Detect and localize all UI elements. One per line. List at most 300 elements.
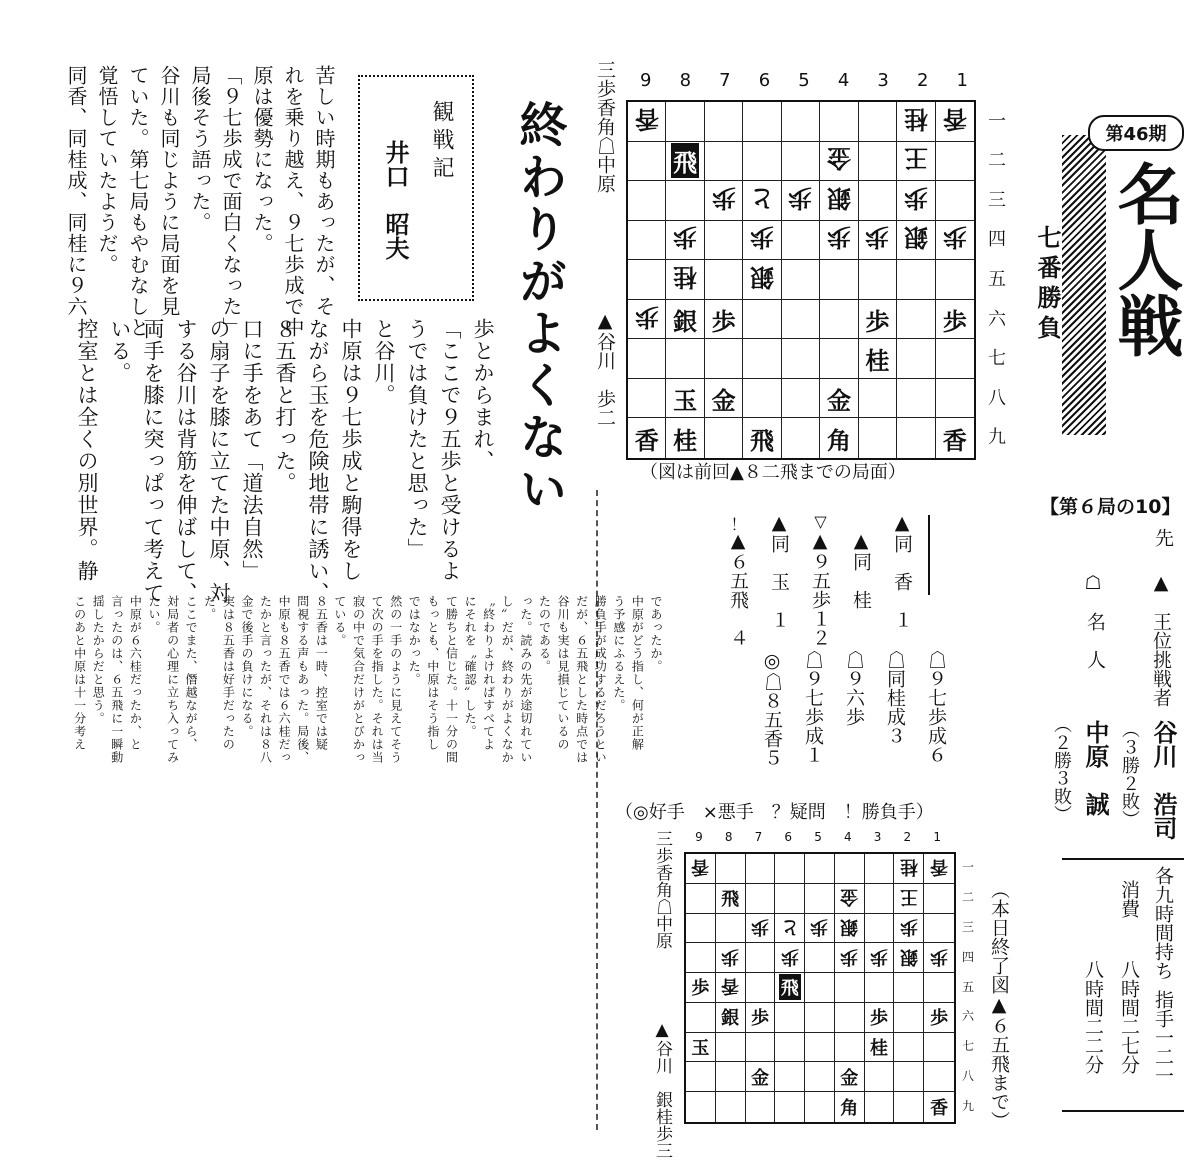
board-square — [859, 418, 897, 458]
move-list-gote — [730, 650, 950, 780]
sente-piece: 金 — [826, 386, 851, 415]
challenger-record: （３勝２敗） — [1119, 720, 1140, 828]
board-square — [775, 973, 805, 1003]
text-line: 〝終わりよければすべてよ — [481, 595, 496, 751]
gote-piece: 香 — [691, 856, 710, 878]
board-square — [705, 181, 743, 221]
rank-number: 七 — [988, 348, 1006, 370]
sente-piece: 桂 — [865, 347, 890, 376]
gote-piece: 歩 — [750, 223, 775, 252]
move-entry: ▲同 桂 — [850, 530, 872, 609]
board-square — [865, 1092, 895, 1122]
text-line: れを乗り越え、９七歩成で中 — [281, 65, 305, 338]
headline: 終わりがよくない — [511, 100, 567, 516]
gote-piece: 銀 — [840, 915, 859, 937]
move-list-rule — [928, 515, 930, 595]
text-line: 「ここで９五歩と受けるよ — [438, 318, 462, 582]
gote-piece: 金 — [840, 886, 859, 908]
legend: （◎好手 ×悪手 ？疑問 ！勝負手） — [615, 802, 934, 823]
file-number: 4 — [843, 830, 852, 844]
board-square — [775, 854, 805, 884]
file-number: 9 — [640, 70, 652, 91]
text-line: うでは負けたと思った」 — [405, 318, 429, 560]
board-square — [924, 1033, 954, 1063]
board-square — [820, 142, 858, 182]
board-square — [897, 221, 935, 261]
board-square — [894, 973, 924, 1003]
title-stripe-decoration — [1062, 135, 1106, 435]
gote-piece: 歩 — [673, 223, 698, 252]
board2-sente-hand: ▲谷川 銀桂歩三 — [652, 1020, 672, 1159]
text-line: にそれを〝確認〟した。 — [463, 595, 478, 738]
gote-piece: 歩 — [930, 945, 949, 967]
board-square — [859, 300, 897, 340]
board-square — [865, 1062, 895, 1092]
board-square — [894, 1033, 924, 1063]
text-line: 歩とからまれ、 — [471, 318, 495, 472]
board-square — [859, 142, 897, 182]
board-square — [936, 260, 974, 300]
board-square — [743, 339, 781, 379]
board-square — [746, 884, 776, 914]
board-square — [628, 379, 666, 419]
sente-piece: 桂 — [870, 1038, 889, 1060]
text-line: 谷川も実は見損じているの — [556, 595, 571, 751]
board-square — [805, 1062, 835, 1092]
text-line: し〟だが、終わりがよくなか — [500, 595, 515, 764]
gote-piece: 歩 — [711, 183, 736, 212]
text-line: 対局者の心理に立ち入ってみ — [165, 595, 180, 764]
rank-number: 六 — [961, 1009, 974, 1024]
gote-piece: 桂 — [903, 104, 928, 133]
board-square — [820, 102, 858, 142]
file-number: 5 — [814, 830, 822, 844]
board1-sente-hand: ▲谷川 歩二 — [594, 310, 616, 427]
text-line: 言ったのは、６五飛に一瞬動 — [109, 595, 124, 764]
board-square — [805, 1092, 835, 1122]
gote-piece: 香 — [721, 975, 740, 997]
gote-piece: と — [780, 915, 799, 937]
board-square — [859, 379, 897, 419]
move-entry: ☖９七歩成１ — [802, 650, 824, 764]
challenger-name: 谷川 浩司 — [1149, 720, 1178, 840]
board-square — [865, 884, 895, 914]
rank-number: 八 — [988, 387, 1006, 409]
board-square — [805, 854, 835, 884]
text-line: 然の一手のように見えてそう — [388, 595, 403, 764]
sente-piece: 銀 — [673, 307, 698, 336]
sente-piece: 歩 — [691, 978, 710, 1000]
main-title: 名人戦 — [1106, 160, 1184, 358]
board-square — [775, 1003, 805, 1033]
board-square — [666, 221, 704, 261]
text-line: もっとも、中原はそう指し — [425, 595, 440, 751]
sente-piece: 歩 — [750, 1008, 769, 1030]
board-square — [897, 300, 935, 340]
text-line: 口に手をあて「道法自然」 — [240, 318, 264, 582]
text-line: いる。 — [108, 318, 132, 384]
board-square — [705, 221, 743, 261]
board-square — [865, 854, 895, 884]
rank-number: 六 — [988, 308, 1006, 330]
text-line: このあと中原は十一分考え — [72, 595, 87, 751]
board-square — [628, 260, 666, 300]
board-square — [897, 181, 935, 221]
move-entry: ◎☖８五香５ — [761, 650, 783, 767]
board-square — [686, 943, 716, 973]
sente-piece: 香 — [930, 1098, 949, 1120]
board-square — [820, 379, 858, 419]
gote-piece: 王 — [899, 886, 918, 908]
board-square — [865, 943, 895, 973]
board-square — [859, 221, 897, 261]
text-line: だ。 — [202, 595, 217, 621]
board-square — [805, 1033, 835, 1063]
board-square — [782, 418, 820, 458]
board-square — [746, 1062, 776, 1092]
board-square — [746, 1092, 776, 1122]
board-square — [924, 854, 954, 884]
board-square — [743, 379, 781, 419]
sente-mark: 先 — [1152, 528, 1174, 547]
file-number: 6 — [784, 830, 793, 844]
board-square — [894, 943, 924, 973]
board-square — [705, 418, 743, 458]
board-square — [705, 339, 743, 379]
board-square — [936, 142, 974, 182]
gote-piece: 歩 — [634, 302, 659, 331]
board-square — [859, 102, 897, 142]
board-square — [743, 142, 781, 182]
board-square — [775, 1062, 805, 1092]
rank-number: 四 — [988, 229, 1006, 251]
gote-piece: 歩 — [942, 223, 967, 252]
rank-number: 五 — [961, 979, 974, 994]
text-line: 覚悟していたようだ。 — [95, 65, 119, 275]
rank-number: 二 — [988, 150, 1006, 172]
gote-piece: 桂 — [899, 856, 918, 878]
board-square — [782, 339, 820, 379]
text-line: 中原がどう指し、何が正解 — [630, 595, 645, 751]
text-line: 中原は９七歩成と駒得をし — [339, 318, 363, 582]
text-line: ではなかった。 — [407, 595, 422, 686]
board-square — [894, 884, 924, 914]
text-line: 勝負手が成功するだろうとい — [593, 595, 608, 764]
rank-number: 三 — [988, 189, 1006, 211]
rank-number: 五 — [988, 269, 1006, 291]
board-square — [716, 1062, 746, 1092]
text-line: ていた。第七局もやむなしと — [126, 65, 150, 338]
board-square — [628, 181, 666, 221]
move-mark: ▽ — [814, 512, 827, 531]
board-square — [859, 339, 897, 379]
file-number: 1 — [956, 70, 968, 91]
board-square — [743, 260, 781, 300]
file-number: 2 — [903, 830, 912, 844]
sente-piece: 金 — [750, 1067, 769, 1089]
board-square — [835, 854, 865, 884]
text-line: たい。 — [146, 595, 161, 634]
gote-piece: 王 — [903, 144, 928, 173]
board-square — [897, 260, 935, 300]
board-square — [924, 943, 954, 973]
board2-caption: （本日終了図▲６五飛まで） — [988, 880, 1010, 1130]
board-square — [805, 914, 835, 944]
text-line: たのである。 — [537, 595, 552, 673]
text-line: ここでまた、僭越ながら、 — [184, 595, 199, 751]
gote-piece: 歩 — [870, 945, 889, 967]
text-line: であったか。 — [649, 595, 663, 673]
board-square — [835, 1062, 865, 1092]
board-square — [865, 914, 895, 944]
text-line: 金で後手の負けになる。 — [239, 595, 254, 738]
board-square — [746, 1003, 776, 1033]
board-square — [924, 884, 954, 914]
article-text-upper-right — [60, 65, 339, 338]
board-square — [805, 884, 835, 914]
sente-piece: 玉 — [673, 386, 698, 415]
subtitle: 七番勝負 — [1033, 225, 1062, 345]
board-square — [743, 418, 781, 458]
text-line: て勝ちと信じた。十一分の間 — [444, 595, 459, 764]
text-line: 局後そう語った。 — [188, 65, 212, 233]
gote-piece: 香 — [634, 104, 659, 133]
board-square — [894, 1092, 924, 1122]
move-entry: ▲９五歩１２ — [809, 530, 831, 647]
board-square — [686, 973, 716, 1003]
move-entry: ▲同 香 １ — [891, 512, 913, 629]
board-square — [716, 973, 746, 1003]
gote-piece: 歩 — [899, 915, 918, 937]
rank-number: 四 — [961, 949, 974, 964]
text-line: だが、６五飛とした時点では — [574, 595, 589, 764]
board-square — [782, 142, 820, 182]
board-square — [835, 884, 865, 914]
board2-gote-hand: 三歩香角☖中原 — [652, 830, 672, 949]
board-square — [936, 181, 974, 221]
board-square — [820, 418, 858, 458]
board-square — [897, 418, 935, 458]
board2-file-numbers — [684, 830, 952, 852]
board-square — [628, 102, 666, 142]
meijin-name: 中原 誠 — [1081, 720, 1110, 816]
meijin-record: （２勝３敗） — [1051, 715, 1072, 823]
board1-file-numbers — [626, 70, 982, 94]
board-square — [782, 221, 820, 261]
series-label: 第46期 — [1088, 115, 1184, 151]
sente-icon: ▲ — [1150, 572, 1172, 594]
challenger-role: 王位挑戦者 — [1150, 612, 1172, 707]
board-square — [686, 1033, 716, 1063]
rank-number: 七 — [961, 1039, 974, 1054]
file-number: 7 — [719, 70, 731, 91]
gote-piece: と — [750, 183, 775, 212]
gote-piece: 歩 — [810, 915, 829, 937]
sente-piece: 金 — [711, 386, 736, 415]
text-line: 問視する声もあった。局後、 — [295, 595, 310, 764]
board-square — [666, 418, 704, 458]
board-square — [835, 973, 865, 1003]
board-square — [716, 884, 746, 914]
board-square — [859, 260, 897, 300]
board-square — [666, 379, 704, 419]
board-square — [716, 1092, 746, 1122]
text-line: 寂の中で気合だけがとびかっ — [351, 595, 366, 764]
file-number: 9 — [695, 830, 703, 844]
board-square — [716, 1003, 746, 1033]
article-text-lower-mid — [70, 595, 665, 1095]
gote-piece: 金 — [826, 144, 851, 173]
board-square — [835, 943, 865, 973]
board-square — [805, 943, 835, 973]
board-square — [936, 102, 974, 142]
board2-rank-numbers — [957, 852, 979, 1120]
board-square — [628, 221, 666, 261]
sente-piece: 玉 — [691, 1038, 710, 1060]
board1-caption: （図は前回▲８二飛までの局面） — [640, 462, 906, 483]
board-square — [716, 914, 746, 944]
board-square — [897, 102, 935, 142]
file-number: 3 — [873, 830, 882, 844]
move-list-sente — [706, 512, 916, 647]
board-square — [936, 379, 974, 419]
gote-piece: 歩 — [780, 945, 799, 967]
move-entry: ▲同 玉 １ — [768, 512, 790, 629]
board-square — [936, 300, 974, 340]
text-line: て次の手を指した。それは当 — [370, 595, 385, 764]
board-square — [705, 142, 743, 182]
board-square — [705, 260, 743, 300]
board1 — [626, 100, 976, 460]
gote-piece: 歩 — [840, 945, 859, 967]
gote-piece: 香 — [930, 856, 949, 878]
board-square — [746, 1033, 776, 1063]
sente-piece: 桂 — [673, 426, 698, 455]
file-number: 5 — [798, 70, 810, 91]
text-line: 谷川も同じように局面を見 — [157, 65, 181, 317]
text-line: 揺したからだと思う。 — [91, 595, 106, 725]
text-line: う予感にふるえた。 — [611, 595, 626, 712]
board-square — [782, 300, 820, 340]
sente-piece: 香 — [634, 426, 659, 455]
board-square — [743, 181, 781, 221]
board-square — [936, 418, 974, 458]
sente-piece: 飛 — [750, 426, 775, 455]
text-line: ながら玉を危険地帯に誘い、 — [306, 318, 330, 604]
sente-piece: 角 — [840, 1098, 859, 1120]
file-number: 2 — [916, 70, 929, 91]
sente-piece: 銀 — [721, 1008, 740, 1030]
game-label: 【第６局の10】 — [1040, 496, 1181, 518]
gote-icon: ☖ — [1082, 572, 1104, 594]
board-square — [705, 300, 743, 340]
gote-piece: 歩 — [826, 223, 851, 252]
board-square — [686, 1062, 716, 1092]
move-entry: ☖９七歩成６ — [925, 650, 947, 764]
board-square — [894, 854, 924, 884]
board-square — [894, 1062, 924, 1092]
rank-number: 九 — [988, 427, 1006, 449]
board-square — [743, 221, 781, 261]
board-square — [743, 300, 781, 340]
board-square — [716, 854, 746, 884]
board-square — [666, 260, 704, 300]
board-square — [628, 418, 666, 458]
board-square — [628, 300, 666, 340]
file-number: 3 — [877, 70, 889, 91]
text-line: 中原も８五香では６六桂だっ — [277, 595, 292, 764]
gote-piece: 歩 — [865, 223, 890, 252]
file-number: 1 — [933, 830, 941, 844]
file-number: 4 — [837, 70, 850, 91]
gote-piece: 香 — [942, 104, 967, 133]
board-square — [894, 914, 924, 944]
board-square — [865, 973, 895, 1003]
text-line: ８五香と打った。 — [273, 318, 297, 494]
sente-piece: 歩 — [870, 1008, 889, 1030]
gote-piece: 銀 — [903, 223, 928, 252]
board-square — [894, 1003, 924, 1033]
board-square — [666, 102, 704, 142]
text-line: と谷川。 — [372, 318, 396, 406]
board-square — [820, 339, 858, 379]
gote-piece: 銀 — [899, 945, 918, 967]
sente-piece: 飛 — [721, 889, 740, 911]
rank-number: 九 — [961, 1098, 974, 1113]
board-square — [746, 854, 776, 884]
board-square — [805, 973, 835, 1003]
rank-number: 二 — [961, 890, 974, 905]
file-number: 6 — [758, 70, 771, 91]
time-consumed-label: 消費 — [1118, 880, 1140, 918]
text-line: ８五香は一時、控室では疑 — [314, 595, 329, 751]
board-square — [835, 1033, 865, 1063]
text-line: 実は８五香は好手だったの — [221, 595, 236, 751]
sente-piece: 歩 — [711, 307, 736, 336]
rank-number: 一 — [961, 860, 974, 875]
board-square — [924, 914, 954, 944]
board-square — [775, 1092, 805, 1122]
board1-rank-numbers — [982, 100, 1012, 456]
gote-piece: 銀 — [826, 183, 851, 212]
rank-number: 一 — [988, 110, 1006, 132]
gote-piece: 歩 — [750, 915, 769, 937]
board-square — [835, 1003, 865, 1033]
board-square — [716, 1033, 746, 1063]
board2 — [684, 852, 956, 1124]
board-square — [820, 221, 858, 261]
text-line: 控室とは全くの別世界。静 — [75, 318, 99, 582]
sente-piece: 歩 — [930, 1008, 949, 1030]
text-line: 同香、同桂成、同桂に９六 — [64, 65, 88, 317]
text-line: 原は優勢になった。 — [250, 65, 274, 254]
board-square — [924, 973, 954, 1003]
move-mark: ！ — [730, 515, 747, 534]
text-line: 中原が６六桂だったか、と — [128, 595, 143, 751]
byline-heading: 観戦記 — [429, 100, 454, 184]
text-line: 両手を膝に突っぱって考えて — [141, 318, 165, 604]
board-square — [820, 181, 858, 221]
sente-piece: 金 — [840, 1067, 859, 1089]
text-line: の扇子を膝に立てた中原、対 — [207, 318, 231, 604]
board-square — [686, 914, 716, 944]
board-square — [835, 1092, 865, 1122]
gote-piece: 桂 — [673, 262, 698, 291]
board-square — [666, 181, 704, 221]
move-entry: ▲６五飛 ４ — [727, 530, 749, 647]
board-square — [865, 1033, 895, 1063]
file-number: 8 — [679, 70, 692, 91]
